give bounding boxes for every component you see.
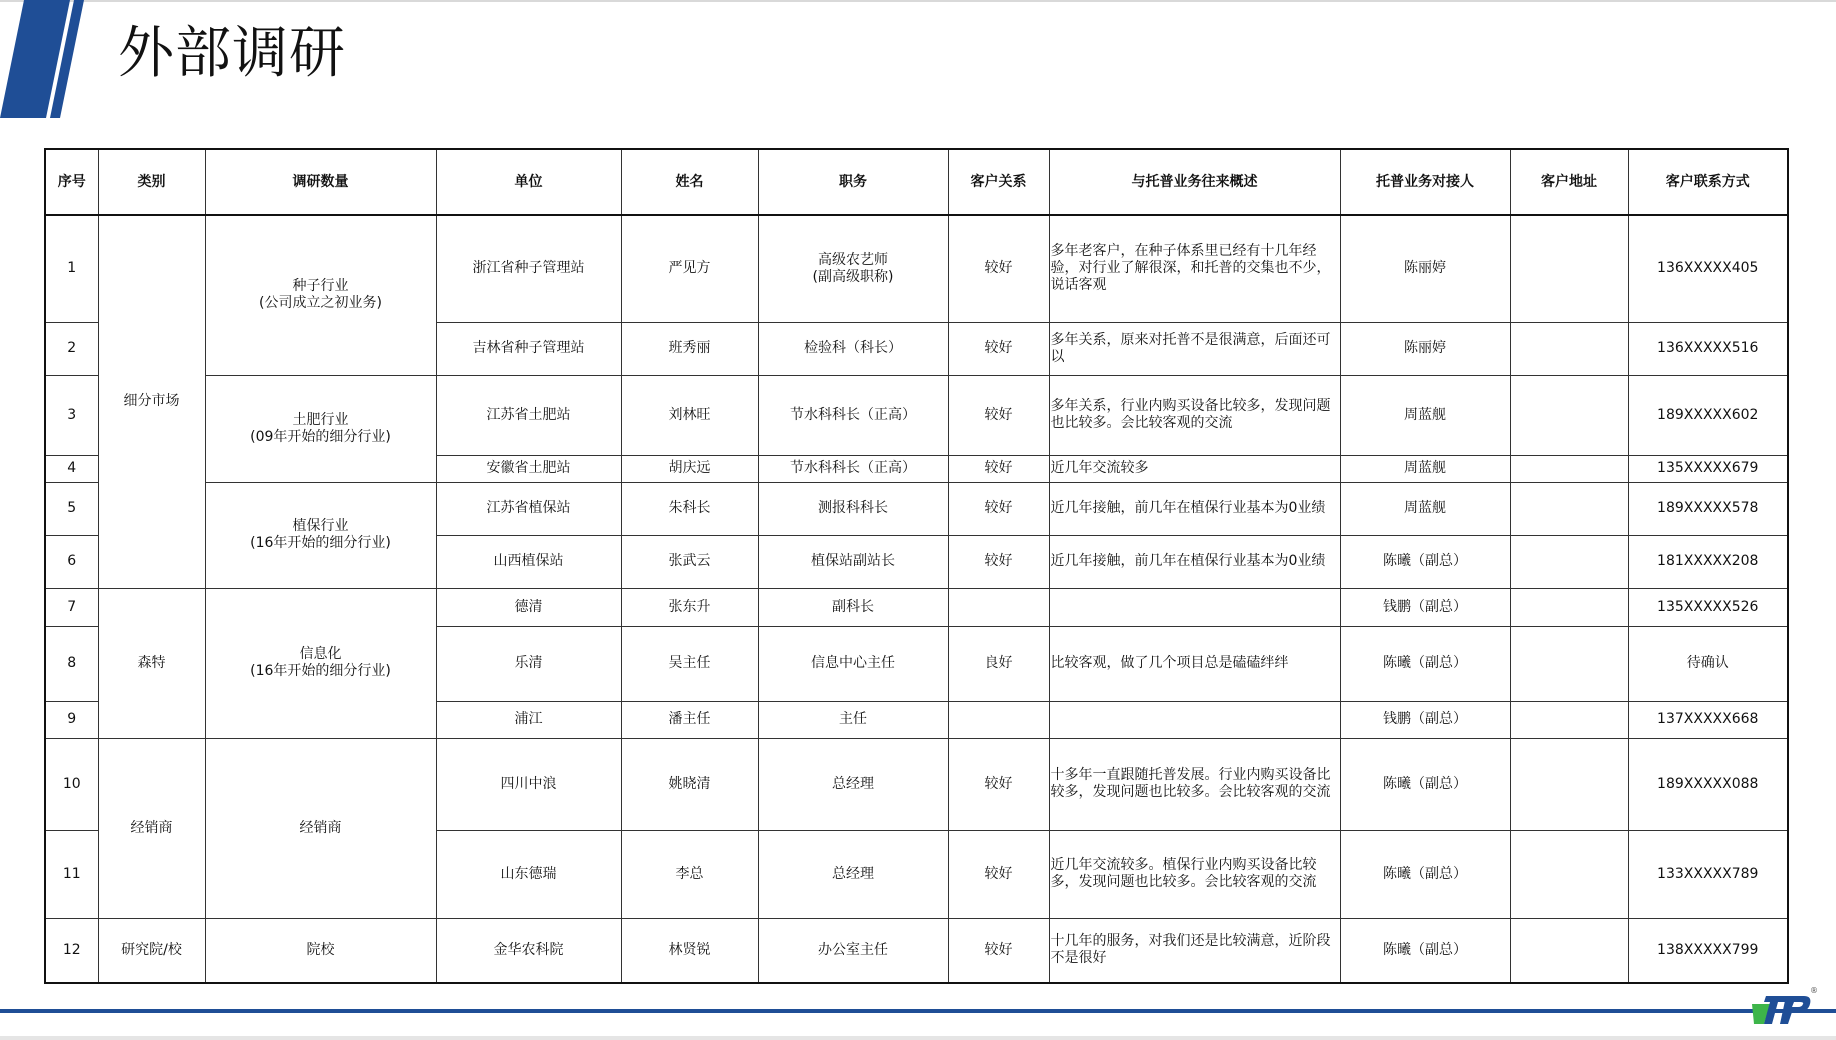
- cell-name: 林贤锐: [621, 918, 758, 983]
- cell-group: 院校: [205, 918, 436, 983]
- header-name: 姓名: [621, 149, 758, 215]
- cell-contact-person: 陈丽婷: [1340, 322, 1510, 375]
- cell-phone: 189XXXXX088: [1628, 738, 1788, 830]
- cell-unit: 山东德瑞: [436, 830, 621, 918]
- cell-relation: [948, 701, 1049, 738]
- cell-contact-person: 陈丽婷: [1340, 215, 1510, 322]
- header-category: 类别: [98, 149, 205, 215]
- cell-name: 朱科长: [621, 482, 758, 535]
- header-phone: 客户联系方式: [1628, 149, 1788, 215]
- cell-position: 节水科科长（正高）: [758, 455, 948, 482]
- cell-name: 吴主任: [621, 626, 758, 701]
- cell-address: [1510, 375, 1628, 455]
- cell-position: 信息中心主任: [758, 626, 948, 701]
- cell-phone: 138XXXXX799: [1628, 918, 1788, 983]
- cell-unit: 吉林省种子管理站: [436, 322, 621, 375]
- cell-no: 11: [45, 830, 98, 918]
- cell-address: [1510, 626, 1628, 701]
- cell-contact-person: 周蓝舰: [1340, 375, 1510, 455]
- table-header-row: [45, 149, 1788, 215]
- cell-no: 5: [45, 482, 98, 535]
- cell-no: 9: [45, 701, 98, 738]
- cell-unit: 安徽省土肥站: [436, 455, 621, 482]
- cell-relation: 较好: [948, 215, 1049, 322]
- cell-name: 张东升: [621, 588, 758, 626]
- cell-position: 高级农艺师 (副高级职称): [758, 215, 948, 322]
- cell-address: [1510, 322, 1628, 375]
- cell-phone: 133XXXXX789: [1628, 830, 1788, 918]
- cell-summary: 近几年接触，前几年在植保行业基本为0业绩: [1049, 482, 1340, 535]
- cell-contact-person: 陈曦（副总）: [1340, 738, 1510, 830]
- cell-phone: 135XXXXX679: [1628, 455, 1788, 482]
- cell-summary: 十多年一直跟随托普发展。行业内购买设备比较多，发现问题也比较多。会比较客观的交流: [1049, 738, 1340, 830]
- cell-phone: 135XXXXX526: [1628, 588, 1788, 626]
- cell-category: 经销商: [98, 738, 205, 918]
- footer-divider: [0, 1009, 1836, 1013]
- header-summary: 与托普业务往来概述: [1049, 149, 1340, 215]
- cell-summary: [1049, 588, 1340, 626]
- cell-relation: 较好: [948, 738, 1049, 830]
- cell-contact-person: 陈曦（副总）: [1340, 626, 1510, 701]
- cell-no: 7: [45, 588, 98, 626]
- cell-unit: 德清: [436, 588, 621, 626]
- footer-bottom-strip: [0, 1036, 1836, 1040]
- cell-position: 检验科（科长）: [758, 322, 948, 375]
- header-research-count: 调研数量: [205, 149, 436, 215]
- cell-position: 节水科科长（正高）: [758, 375, 948, 455]
- top-divider: [0, 0, 1836, 2]
- cell-summary: 多年关系，行业内购买设备比较多，发现问题也比较多。会比较客观的交流: [1049, 375, 1340, 455]
- cell-name: 李总: [621, 830, 758, 918]
- cell-relation: 较好: [948, 375, 1049, 455]
- research-table: [44, 148, 1789, 984]
- cell-unit: 乐清: [436, 626, 621, 701]
- header-stripe-decoration: [0, 0, 90, 118]
- cell-contact-person: 陈曦（副总）: [1340, 918, 1510, 983]
- cell-position: 总经理: [758, 738, 948, 830]
- cell-name: 刘林旺: [621, 375, 758, 455]
- cell-summary: 比较客观，做了几个项目总是磕磕绊绊: [1049, 626, 1340, 701]
- cell-no: 12: [45, 918, 98, 983]
- cell-no: 6: [45, 535, 98, 588]
- cell-name: 潘主任: [621, 701, 758, 738]
- cell-name: 胡庆远: [621, 455, 758, 482]
- cell-name: 严见方: [621, 215, 758, 322]
- cell-summary: 近几年交流较多。植保行业内购买设备比较多，发现问题也比较多。会比较客观的交流: [1049, 830, 1340, 918]
- cell-unit: 四川中浪: [436, 738, 621, 830]
- cell-position: 主任: [758, 701, 948, 738]
- cell-address: [1510, 588, 1628, 626]
- cell-summary: 近几年接触，前几年在植保行业基本为0业绩: [1049, 535, 1340, 588]
- cell-position: 办公室主任: [758, 918, 948, 983]
- cell-phone: 189XXXXX578: [1628, 482, 1788, 535]
- cell-name: 张武云: [621, 535, 758, 588]
- cell-group: 植保行业 (16年开始的细分行业): [205, 482, 436, 588]
- cell-name: 姚晓清: [621, 738, 758, 830]
- cell-relation: 较好: [948, 535, 1049, 588]
- cell-contact-person: 周蓝舰: [1340, 455, 1510, 482]
- table-row: [45, 375, 1788, 455]
- cell-relation: 较好: [948, 322, 1049, 375]
- table-row: [45, 918, 1788, 983]
- header-position: 职务: [758, 149, 948, 215]
- cell-relation: [948, 588, 1049, 626]
- cell-address: [1510, 455, 1628, 482]
- table-row: [45, 588, 1788, 626]
- registered-mark: ®: [1810, 986, 1818, 995]
- cell-address: [1510, 482, 1628, 535]
- cell-position: 副科长: [758, 588, 948, 626]
- cell-unit: 浙江省种子管理站: [436, 215, 621, 322]
- cell-summary: 十几年的服务，对我们还是比较满意，近阶段不是很好: [1049, 918, 1340, 983]
- cell-address: [1510, 918, 1628, 983]
- cell-no: 1: [45, 215, 98, 322]
- cell-contact-person: 陈曦（副总）: [1340, 830, 1510, 918]
- cell-position: 植保站副站长: [758, 535, 948, 588]
- cell-address: [1510, 535, 1628, 588]
- cell-relation: 较好: [948, 918, 1049, 983]
- cell-unit: 江苏省植保站: [436, 482, 621, 535]
- cell-contact-person: 陈曦（副总）: [1340, 535, 1510, 588]
- cell-relation: 良好: [948, 626, 1049, 701]
- cell-summary: [1049, 701, 1340, 738]
- cell-summary: 近几年交流较多: [1049, 455, 1340, 482]
- table-row: [45, 738, 1788, 830]
- cell-phone: 136XXXXX516: [1628, 322, 1788, 375]
- cell-name: 班秀丽: [621, 322, 758, 375]
- cell-unit: 金华农科院: [436, 918, 621, 983]
- cell-no: 10: [45, 738, 98, 830]
- cell-unit: 浦江: [436, 701, 621, 738]
- cell-group: 经销商: [205, 738, 436, 918]
- header-no: 序号: [45, 149, 98, 215]
- cell-phone: 137XXXXX668: [1628, 701, 1788, 738]
- cell-address: [1510, 830, 1628, 918]
- cell-group: 土肥行业 (09年开始的细分行业): [205, 375, 436, 482]
- cell-summary: 多年老客户，在种子体系里已经有十几年经验，对行业了解很深，和托普的交集也不少，说话客观: [1049, 215, 1340, 322]
- header-contact-person: 托普业务对接人: [1340, 149, 1510, 215]
- cell-category: 森特: [98, 588, 205, 738]
- company-logo: [1748, 984, 1818, 1028]
- cell-relation: 较好: [948, 830, 1049, 918]
- cell-no: 4: [45, 455, 98, 482]
- cell-relation: 较好: [948, 455, 1049, 482]
- cell-contact-person: 钱鹏（副总）: [1340, 588, 1510, 626]
- cell-group: 信息化 (16年开始的细分行业): [205, 588, 436, 738]
- cell-unit: 山西植保站: [436, 535, 621, 588]
- page-title: 外部调研: [118, 21, 346, 86]
- cell-address: [1510, 701, 1628, 738]
- cell-no: 2: [45, 322, 98, 375]
- table-row: [45, 215, 1788, 322]
- cell-position: 总经理: [758, 830, 948, 918]
- cell-contact-person: 钱鹏（副总）: [1340, 701, 1510, 738]
- cell-phone: 189XXXXX602: [1628, 375, 1788, 455]
- cell-no: 3: [45, 375, 98, 455]
- cell-phone: 181XXXXX208: [1628, 535, 1788, 588]
- cell-relation: 较好: [948, 482, 1049, 535]
- cell-phone: 待确认: [1628, 626, 1788, 701]
- cell-phone: 136XXXXX405: [1628, 215, 1788, 322]
- cell-group: 种子行业 (公司成立之初业务): [205, 215, 436, 375]
- cell-address: [1510, 738, 1628, 830]
- table-row: [45, 482, 1788, 535]
- cell-unit: 江苏省土肥站: [436, 375, 621, 455]
- cell-category: 细分市场: [98, 215, 205, 588]
- cell-no: 8: [45, 626, 98, 701]
- research-table-container: [44, 148, 1787, 984]
- cell-category: 研究院/校: [98, 918, 205, 983]
- cell-contact-person: 周蓝舰: [1340, 482, 1510, 535]
- cell-address: [1510, 215, 1628, 322]
- header-relation: 客户关系: [948, 149, 1049, 215]
- header-address: 客户地址: [1510, 149, 1628, 215]
- cell-summary: 多年关系，原来对托普不是很满意，后面还可以: [1049, 322, 1340, 375]
- header-unit: 单位: [436, 149, 621, 215]
- cell-position: 测报科科长: [758, 482, 948, 535]
